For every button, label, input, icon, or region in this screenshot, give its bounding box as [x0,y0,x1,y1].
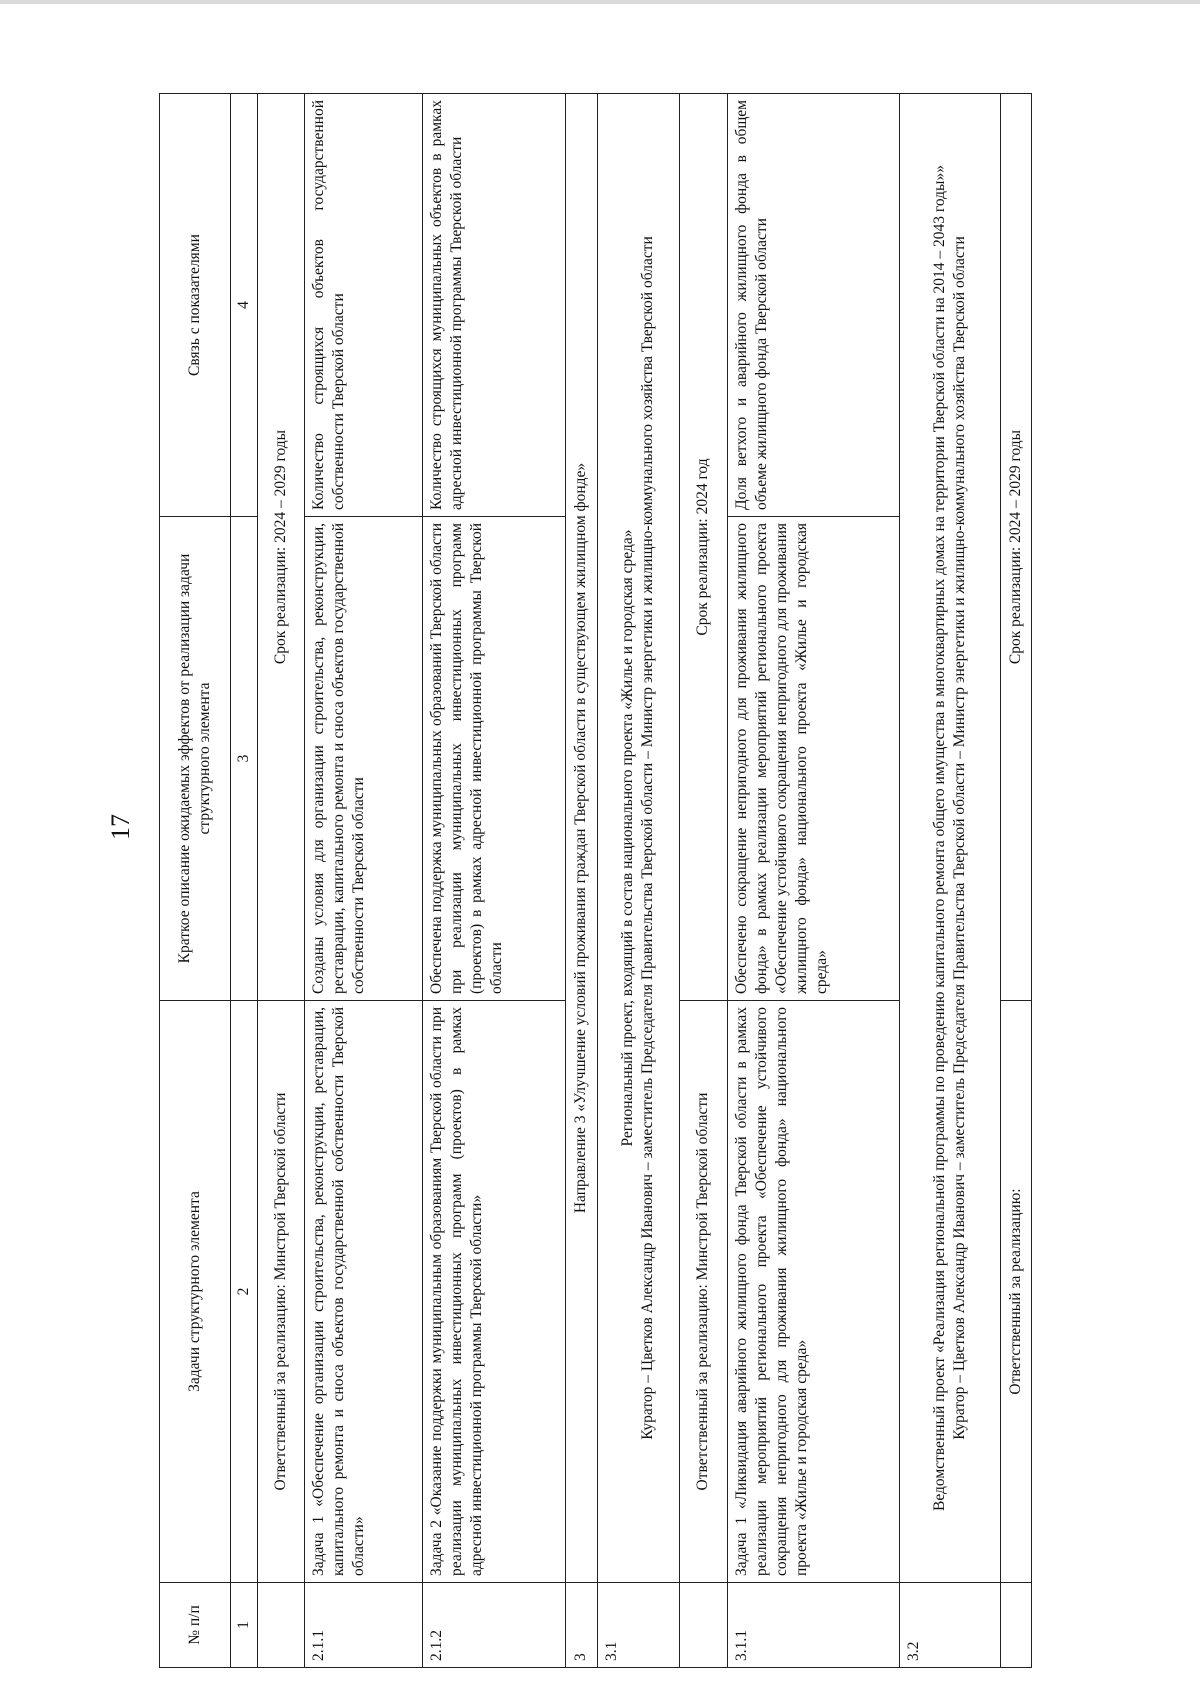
term-text: Срок реализации: 2024 год [680,94,728,1001]
departmental-project-row [899,94,1000,1668]
responsible-text: Ответственный за реализацию: Минстрой Тверской области [680,1001,728,1583]
term-text: Срок реализации: 2024 – 2029 годы [1000,94,1031,1001]
task-text: Задача 1 «Обеспечение организации строительства, реконструкции, реставрации, капитального ремонта и сноса объектов государственной собственности Тверской области» [304,1001,422,1583]
project-title: Ведомственный проект «Реализация региональной программы по проведению капитального ремонта общего имущества в многоквартирных домах на территории Тверской области на 2014 – 2043 годы»» [930,165,948,1511]
col-number-4: 4 [231,94,258,517]
project-curator: Куратор – Цветков Александр Иванович – заместитель Председателя Правительства Тверской области – Министр энергетики и жилищно-коммунального хозяйства Тверской области [639,236,657,1440]
responsible-text: Ответственный за реализацию: Минстрой Тверской области [258,1001,305,1583]
term-text: Срок реализации: 2024 – 2029 годы [258,94,305,1001]
indicator-text: Доля ветхого и аварийного жилищного фонда в общем объеме жилищного фонда Тверской области [727,94,899,517]
row-number: 2.1.1 [304,1583,422,1668]
row-number: 3.1 [597,1583,680,1668]
header-effects: Краткое описание ожидаемых эффектов от реализации задачи структурного элемента [160,517,231,1001]
rotated-table-container [159,94,1032,1668]
scan-top-edge [0,0,1200,4]
row-number: 2.1.2 [422,1583,566,1668]
structural-elements-table [159,93,1032,1668]
table-row [422,94,566,1668]
direction-title: Направление 3 «Улучшение условий проживания граждан Тверской области в существующем жилищном фонде» [566,94,597,1583]
project-description [899,94,1000,1583]
direction-row [566,94,597,1668]
task-text: Задача 2 «Оказание поддержки муниципальным образованиям Тверской области при реализации муниципальных инвестиционных программ (проектов) в рамках адресной инвестиционной программы Тверской области» [422,1001,566,1583]
table-row [727,94,899,1668]
indicator-text: Количество строящихся объектов государственной собственности Тверской области [304,94,422,517]
header-indicators: Связь с показателями [160,94,231,517]
effect-text: Обеспечено сокращение непригодного для проживания жилищного фонда» в рамках реализации мероприятий регионального проекта «Обеспечение устойчивого сокращения непригодного для проживания жилищного фонда» национального проекта «Жилье и городская среда» [727,517,899,1001]
header-num: № п/п [160,1583,231,1668]
task-text: Задача 1 «Ликвидация аварийного жилищного фонда Тверской области в рамках реализации мероприятий регионального проекта «Обеспечение устойчивого сокращения непригодного для проживания жилищного фонда» национального проекта «Жилье и городская среда» [727,1001,899,1583]
header-row [160,94,231,1668]
responsible-row-1 [258,94,305,1668]
page-number: 17 [106,814,135,840]
project-title: Региональный проект, входящий в состав национального проекта «Жилье и городская среда» [619,529,637,1147]
column-number-row [231,94,258,1668]
row-number: 3.1.1 [727,1583,899,1668]
col-number-3: 3 [231,517,258,1001]
responsible-row-3 [1000,94,1031,1668]
header-tasks: Задачи структурного элемента [160,1001,231,1583]
effect-text: Обеспечена поддержка муниципальных образований Тверской области при реализации муниципальных инвестиционных программ (проектов) в рамках адресной инвестиционной программы Тверской области [422,517,566,1001]
row-number: 3.2 [899,1583,1000,1668]
responsible-text: Ответственный за реализацию: [1000,1001,1031,1583]
responsible-row-2 [680,94,728,1668]
table-row [304,94,422,1668]
row-number: 3 [566,1583,597,1668]
effect-text: Созданы условия для организации строительства, реконструкции, реставрации, капитального ремонта и сноса объектов государственной собственности Тверской области [304,517,422,1001]
project-description [597,94,680,1583]
indicator-text: Количество строящихся муниципальных объектов в рамках адресной инвестиционной программы Тверской области [422,94,566,517]
col-number-1: 1 [231,1583,258,1668]
project-row [597,94,680,1668]
project-curator: Куратор – Цветков Александр Иванович – заместитель Председателя Правительства Тверской области – Министр энергетики и жилищно-коммунального хозяйства Тверской области [950,236,968,1440]
col-number-2: 2 [231,1001,258,1583]
